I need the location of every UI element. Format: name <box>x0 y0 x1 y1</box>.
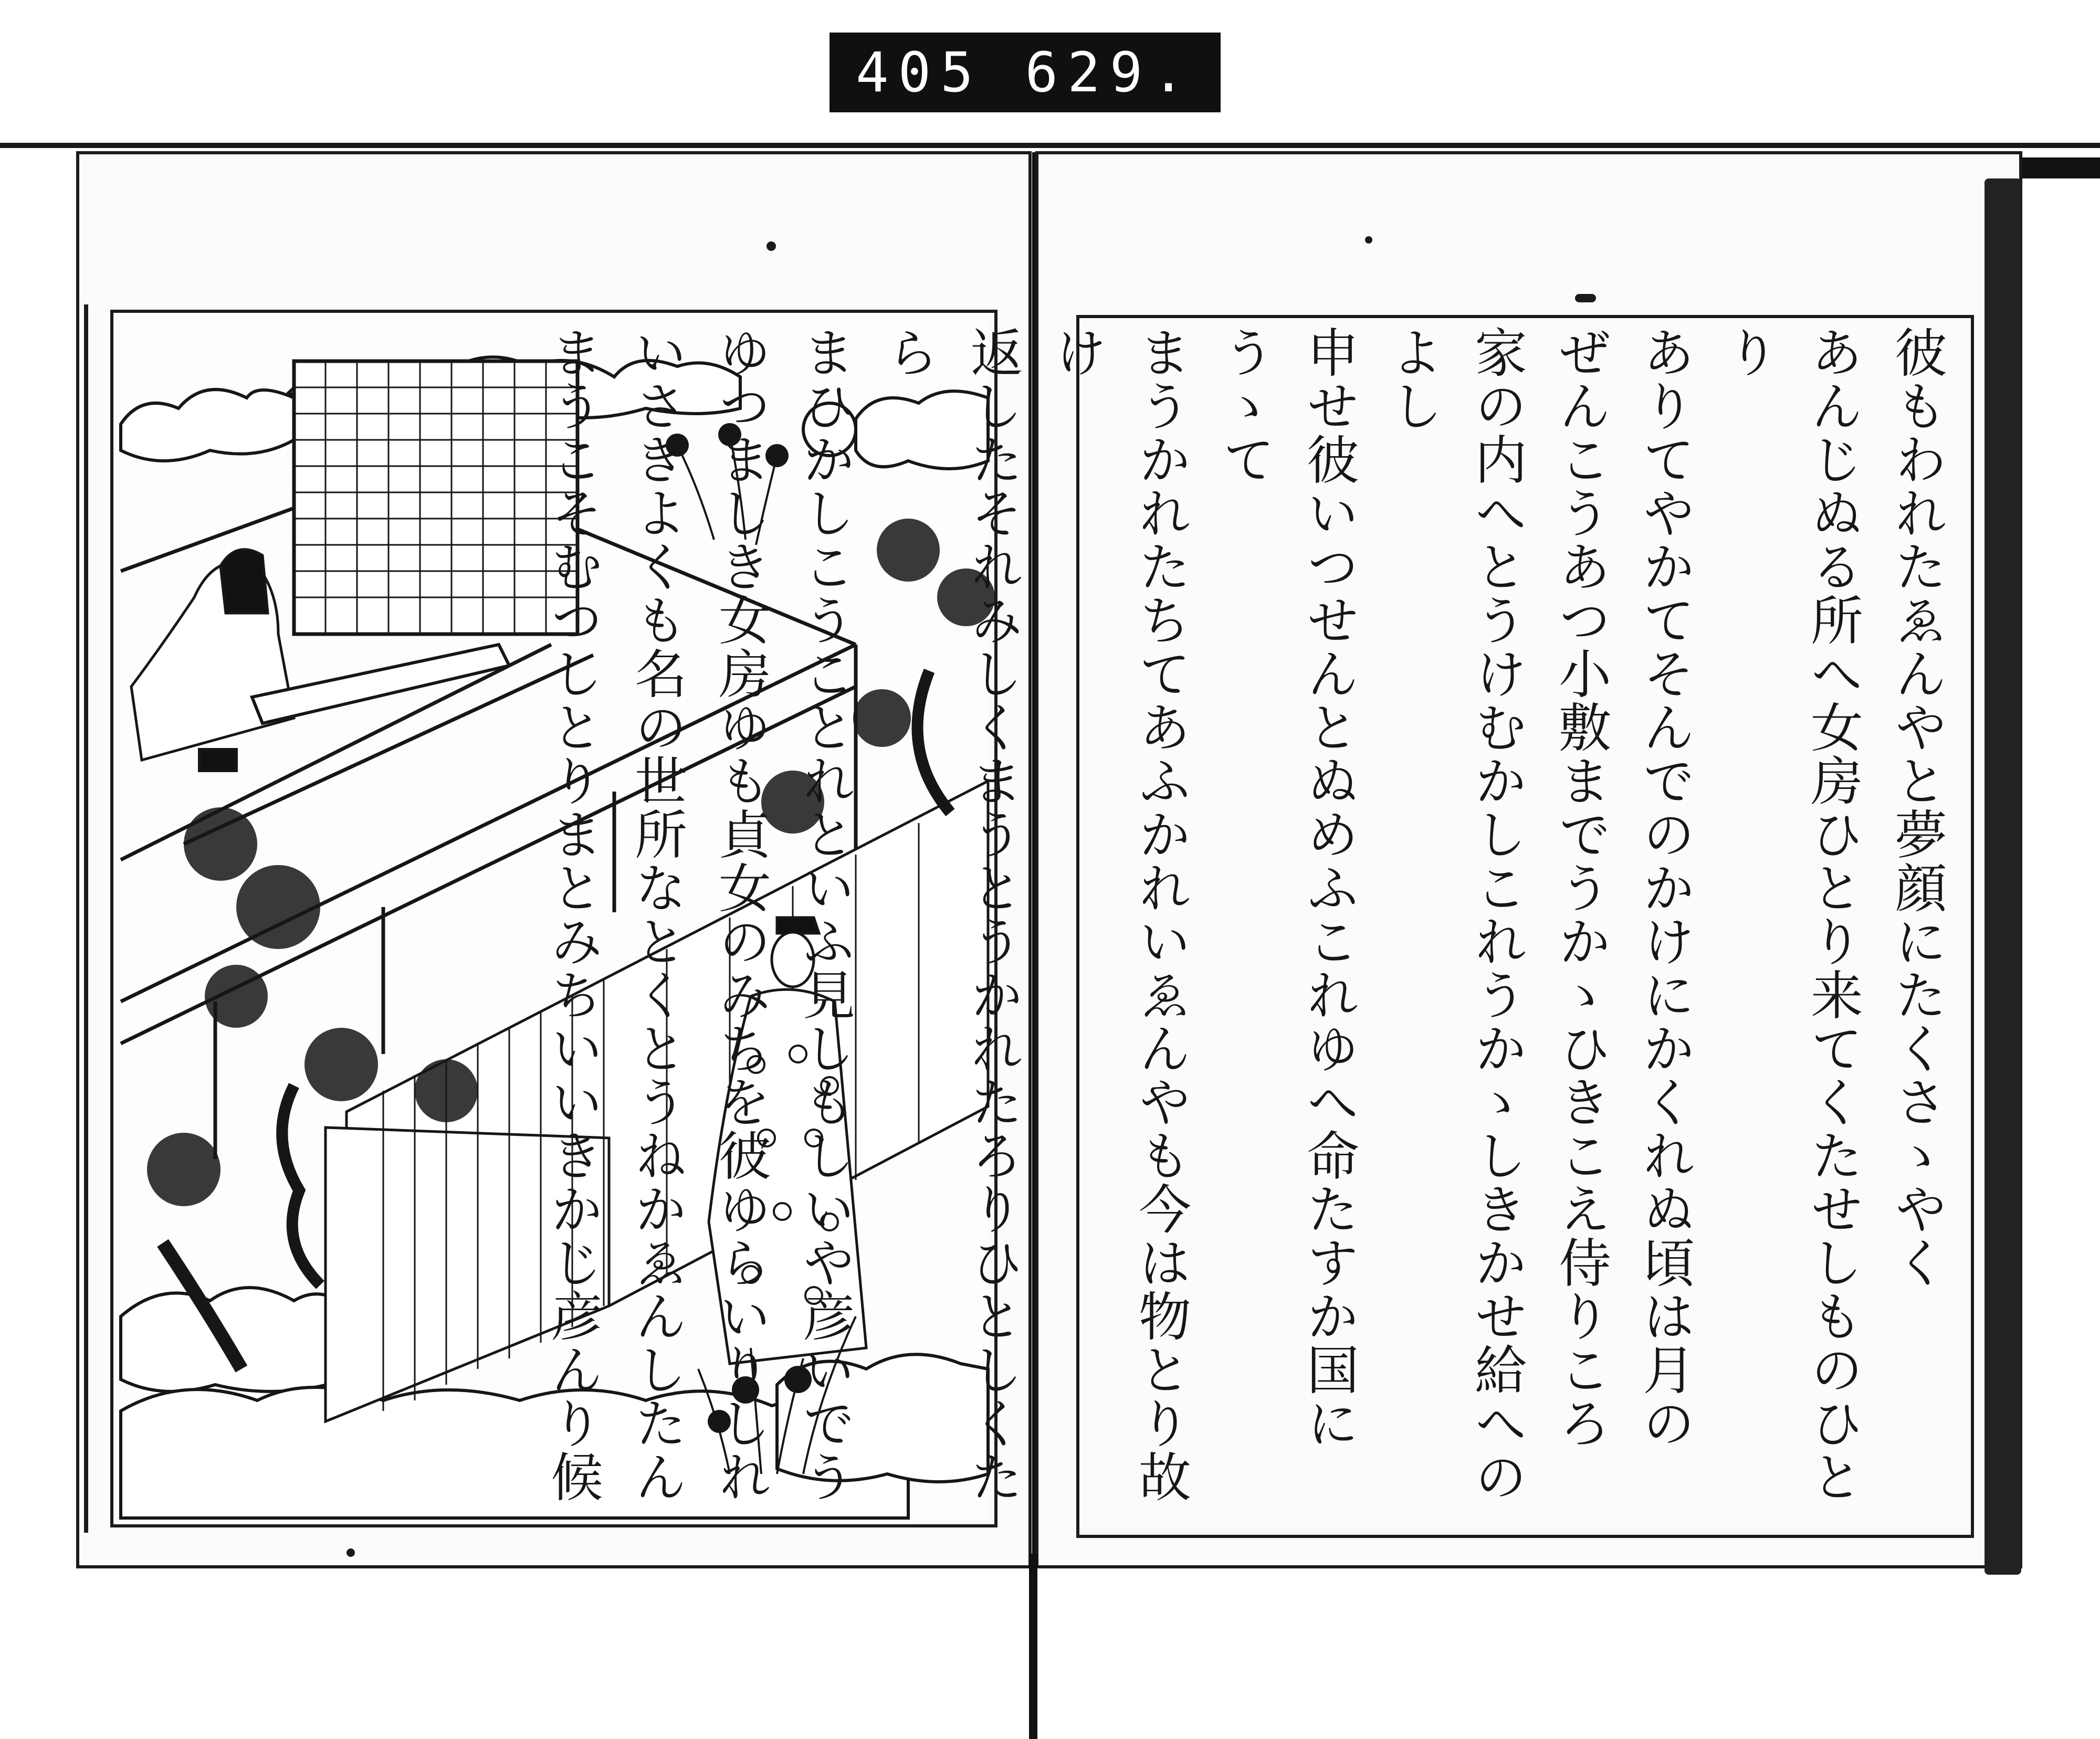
catalog-label <box>830 33 1221 112</box>
ink-speck <box>1575 294 1596 302</box>
text-line-7: まうかれたちてあふかれいゑんやも今は物とり故け <box>1046 325 1191 1503</box>
ink-speck <box>1365 236 1372 244</box>
catalog-number-left: 405 <box>856 40 983 104</box>
text-line-3: ありてやかてそんでのかけにかくれぬ頃は月の <box>1634 325 1695 1450</box>
text-line-9: まひかしこうことれといふ見しもしいや彦いでう <box>794 325 855 1503</box>
text-line-5: 家の内へとうけむかしこれうかゝしきかせ給へのよし <box>1382 325 1527 1503</box>
text-line-8: 返したそれみしくまうとうかれたろりひとしくたら <box>878 325 1023 1503</box>
text-line-1: 彼もわれたゑんやと夢顔にたくさゝやく <box>1886 325 1947 1289</box>
catalog-number-right: 629. <box>1025 40 1194 104</box>
top-rule <box>0 143 2100 148</box>
left-margin-title <box>84 525 116 1365</box>
vertical-text-block <box>542 325 1958 1527</box>
text-line-10: ゆつましき女房ゆも貞女のみちを彼ゆらいりしれ <box>710 325 771 1503</box>
binding-mark <box>2011 157 2100 178</box>
text-line-2: あんじぬる所へ女房ひとり来てくたせしものひとり <box>1718 325 1863 1503</box>
book-spine-lower <box>1029 1554 1037 1739</box>
right-margin-title <box>1977 504 2008 1186</box>
text-line-4: ぜんこうあつ小敷までうかゝひきこえ侍りころ <box>1550 325 1611 1450</box>
ink-speck <box>766 241 776 251</box>
ink-speck <box>346 1548 355 1557</box>
text-line-11: いさぎよくも名の世所なとくとうねかゑんしたん <box>626 325 687 1503</box>
text-line-6: 申せ彼いつせんとぬめふこれゆへ命たすか国にうゝて <box>1214 325 1359 1450</box>
bottom-cloud <box>121 1288 346 1392</box>
text-line-12: まうこそむつしとりまとみちいいきかじ彦んり候 <box>542 325 603 1503</box>
